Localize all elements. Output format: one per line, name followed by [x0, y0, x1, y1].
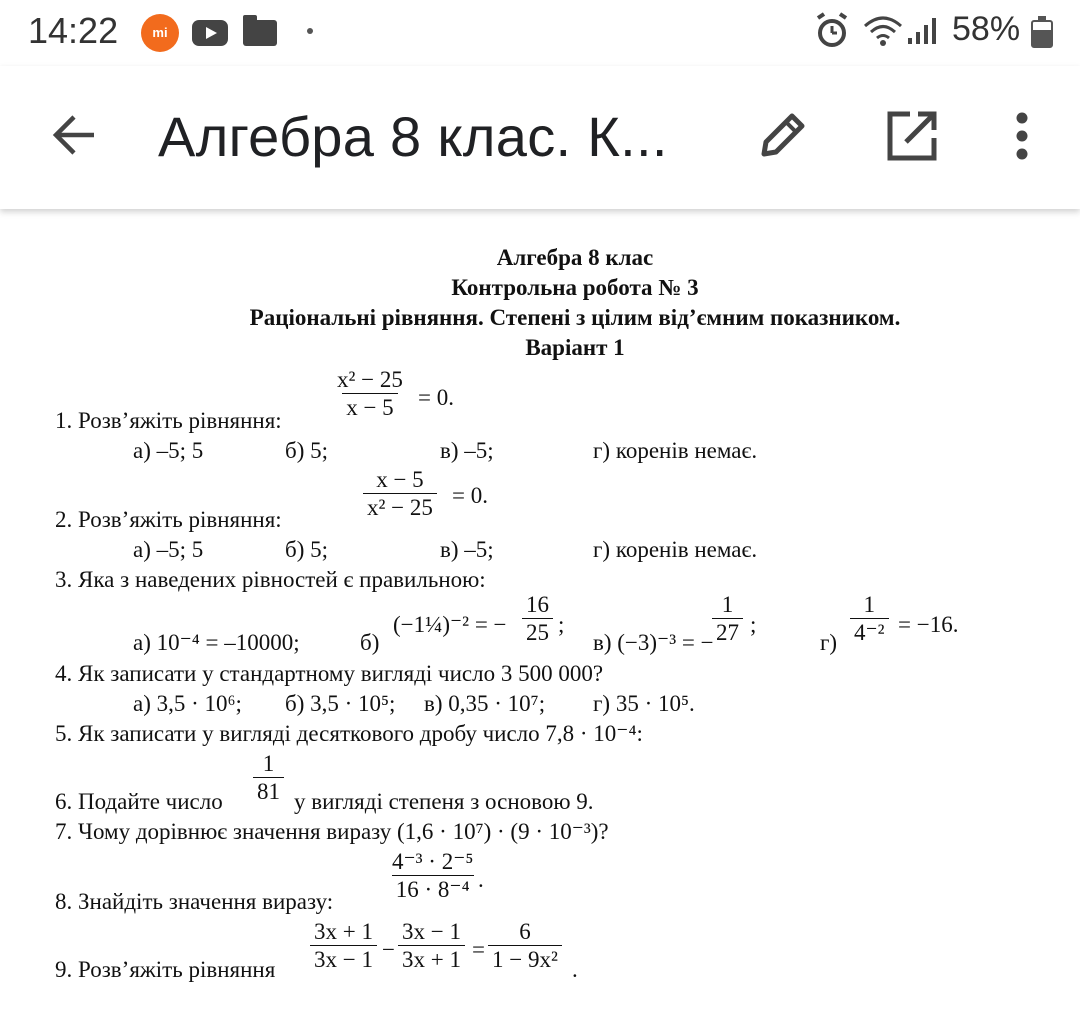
q1-option-v: в) –5;	[440, 438, 494, 463]
app-bar	[0, 66, 1080, 209]
q9-fraction-3: $\frac{6}{\text{1 − 9x²}}$	[488, 919, 562, 974]
q1-label: 1. Розв’яжіть рівняння:	[55, 408, 282, 433]
q3-option-b-tail: ;	[558, 612, 565, 637]
q2-fraction: $\frac{x - 5}{\text{x² − 25}}$	[363, 467, 437, 522]
q9-tail: .	[572, 957, 578, 982]
open-external-icon[interactable]	[882, 106, 942, 166]
q1-equals: = 0.	[418, 385, 454, 410]
q2-option-a: а) –5; 5	[133, 537, 204, 562]
q4-option-g: г) 35 · 10⁵.	[593, 691, 695, 716]
wifi-icon	[862, 14, 904, 48]
q9-label: 9. Розв’яжіть рівняння	[55, 957, 276, 982]
document-page	[0, 215, 1080, 1013]
q8-fraction: $\frac{\text{4⁻³ · 2⁻⁵}}{\text{16 · 8⁻⁴}}$	[392, 849, 474, 902]
q3-option-g-fraction: $\frac{1}{\text{4⁻²}}$	[850, 592, 889, 647]
q2-option-g: г) коренів немає.	[593, 537, 758, 562]
q9-fraction-1: $\frac{3x + 1}{3x - 1}$	[310, 919, 377, 974]
q8-label: 8. Знайдіть значення виразу:	[55, 889, 334, 914]
q2-option-v: в) –5;	[440, 537, 494, 562]
status-time: 14:22	[28, 10, 119, 51]
q6-tail: у вигляді степеня з основою 9.	[294, 789, 594, 814]
q1-option-b: б) 5;	[285, 438, 329, 463]
q3-option-g-prefix: г)	[820, 630, 838, 655]
q3-option-a: а) 10⁻⁴ = –10000;	[133, 630, 300, 655]
q5-label: 5. Як записати у вигляді десяткового дробу число 7,8 · 10⁻⁴:	[55, 721, 643, 746]
back-arrow-icon[interactable]	[52, 112, 98, 158]
q9-fraction-2: $\frac{3x - 1}{3x + 1}$	[398, 919, 465, 974]
q2-label: 2. Розв’яжіть рівняння:	[55, 507, 282, 532]
q3-option-b-prefix: б)	[360, 630, 380, 655]
q6-fraction: $\frac{1}{81}$	[253, 751, 284, 806]
q9-minus: −	[382, 937, 395, 962]
battery-icon	[1031, 16, 1053, 48]
doc-title-variant: Варіант 1	[525, 335, 625, 360]
status-bar	[0, 0, 1080, 66]
q2-equals: = 0.	[452, 483, 488, 508]
q6-label: 6. Подайте число	[55, 789, 223, 814]
q4-option-b: б) 3,5 · 10⁵;	[285, 691, 396, 716]
doc-title-subject: Алгебра 8 клас	[496, 245, 654, 270]
document-title: Алгебра 8 клас. К...	[158, 105, 668, 168]
doc-title-topic: Раціональні рівняння. Степені з цілим від’ємним показником.	[249, 305, 901, 330]
doc-title-test: Контрольна робота № 3	[451, 275, 699, 300]
q2-option-b: б) 5;	[285, 537, 329, 562]
q9-equals: =	[472, 937, 485, 962]
q3-option-g-tail: = −16.	[898, 612, 959, 637]
q8-tail: .	[478, 867, 484, 892]
q1-option-a: а) –5; 5	[133, 438, 204, 463]
battery-percent: 58%	[952, 10, 1021, 48]
alarm-icon	[814, 12, 850, 50]
folder-icon	[243, 20, 277, 46]
q4-option-v: в) 0,35 · 10⁷;	[424, 691, 546, 716]
q3-option-b-expr: (−1¼)⁻² = −	[393, 612, 507, 637]
q3-option-v-fraction: $\frac{1}{27}$	[712, 592, 743, 647]
q4-label: 4. Як записати у стандартному вигляді число 3 500 000?	[55, 661, 604, 686]
q3-option-v-prefix: в) (−3)⁻³ = −	[593, 630, 714, 655]
edit-pencil-icon[interactable]	[752, 106, 812, 166]
q4-option-a: а) 3,5 · 10⁶;	[133, 691, 242, 716]
youtube-icon	[192, 20, 228, 46]
more-options-icon[interactable]	[992, 106, 1052, 166]
more-notifications-icon	[307, 28, 313, 34]
q7-label: 7. Чому дорівнює значення виразу (1,6 · 10⁷) · (9 · 10⁻³)?	[55, 819, 609, 844]
signal-icon	[906, 16, 940, 46]
q3-label: 3. Яка з наведених рівностей є правильною:	[55, 567, 486, 592]
q1-option-g: г) коренів немає.	[593, 438, 758, 463]
q1-fraction: $\frac{\text{x² − 25}}{x - 5}$	[337, 367, 403, 420]
q3-option-v-tail: ;	[750, 612, 757, 637]
q3-option-b-fraction: $\frac{16}{25}$	[522, 592, 553, 647]
mi-app-icon: mi	[141, 14, 179, 52]
